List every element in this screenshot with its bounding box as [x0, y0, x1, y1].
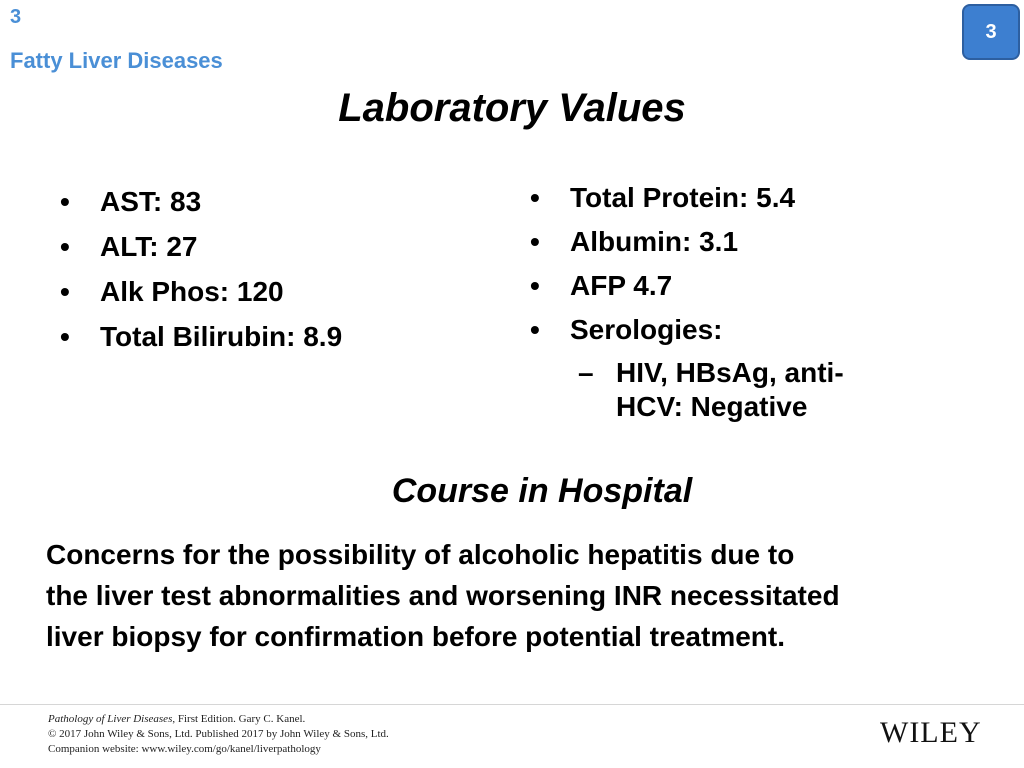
slide-title: Laboratory Values — [338, 86, 686, 130]
bullet-icon: • — [530, 314, 540, 345]
copyright: © 2017 John Wiley & Sons, Ltd. Published 2017 by John Wiley & Sons, Ltd. — [48, 728, 389, 740]
dash-icon: – — [578, 357, 594, 388]
book-title: Pathology of Liver Diseases — [48, 713, 173, 725]
lab-item: • AFP 4.7 — [530, 268, 844, 312]
lab-values-left — [60, 184, 342, 364]
wiley-logo: WILEY — [880, 716, 982, 749]
course-description: Concerns for the possibility of alcoholic hepatitis due to the liver test abnormalities and worsening INR necessitated liver biopsy for confirmation before potential treatment. — [46, 539, 840, 652]
lab-item: • Total Protein: 5.4 — [530, 180, 844, 224]
lab-item: • Serologies: — [530, 312, 844, 356]
bullet-icon: • — [60, 231, 70, 262]
lab-item: • Albumin: 3.1 — [530, 224, 844, 268]
bullet-icon: • — [530, 270, 540, 301]
lab-values-right — [530, 180, 844, 424]
serologies-result: – HIV, HBsAg, anti- HCV: Negative — [578, 357, 844, 422]
chapter-number: 3 — [10, 6, 22, 28]
citation: Pathology of Liver Diseases, First Edition. Gary C. Kanel. © 2017 John Wiley & Sons, Ltd. Published 2017 by John Wiley & Sons, Ltd. Companion website: www.wiley.com/go/kanel/liverpathology — [48, 713, 389, 755]
bullet-icon: • — [60, 321, 70, 352]
bullet-icon: • — [60, 186, 70, 217]
lab-item: • AST: 83 — [60, 184, 342, 229]
companion-website: Companion website: www.wiley.com/go/kanel/liverpathology — [48, 743, 321, 755]
lab-item: • Total Bilirubin: 8.9 — [60, 319, 342, 364]
lab-item: • Alk Phos: 120 — [60, 274, 342, 319]
bullet-icon: • — [530, 182, 540, 213]
bullet-icon: • — [60, 276, 70, 307]
lab-item: • ALT: 27 — [60, 229, 342, 274]
footer-divider — [0, 704, 1024, 705]
slide-number-badge: 3 — [962, 4, 1020, 60]
bullet-icon: • — [530, 226, 540, 257]
chapter-title: Fatty Liver Diseases — [10, 48, 223, 73]
course-title: Course in Hospital — [391, 472, 693, 510]
